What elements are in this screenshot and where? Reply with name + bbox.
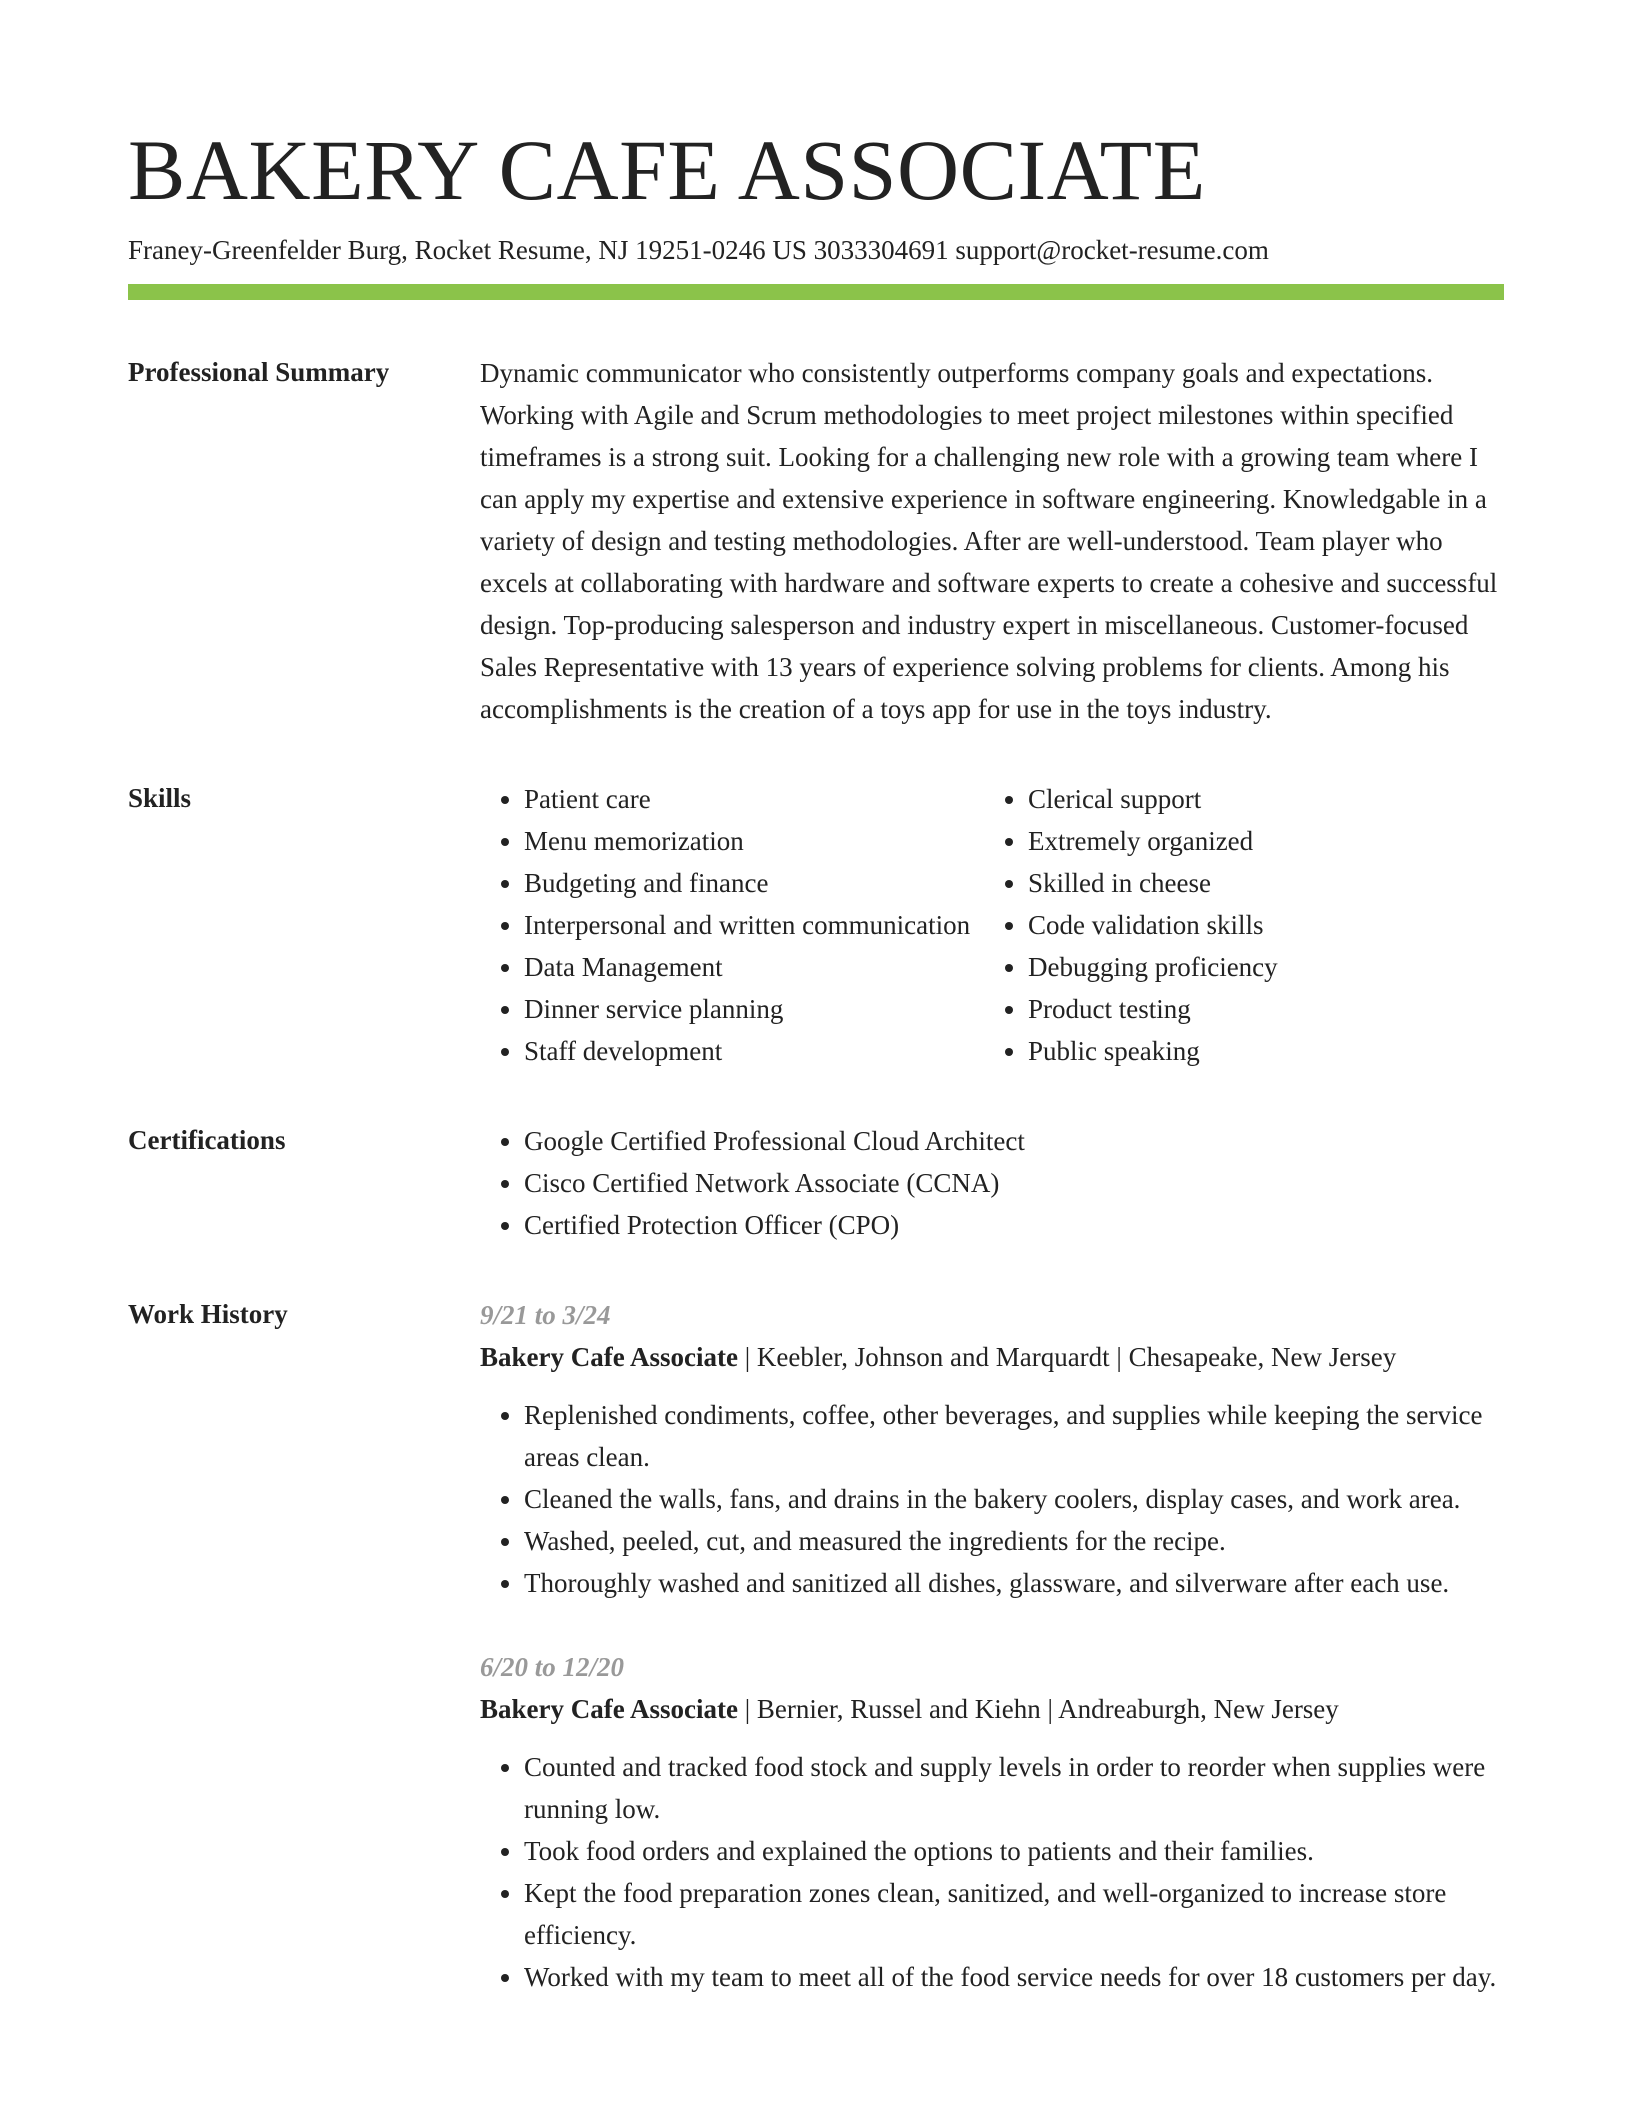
section-label-skills: Skills xyxy=(128,783,192,813)
certifications-section xyxy=(128,1120,1504,1246)
job-heading xyxy=(480,1336,1504,1378)
contact-line: Franey-Greenfelder Burg, Rocket Resume, NJ 19251-0246 US 3033304691 support@rocket-resume.com xyxy=(128,235,1269,265)
job-title: Bakery Cafe Associate xyxy=(480,1694,738,1724)
job-title: Bakery Cafe Associate xyxy=(480,1342,738,1372)
job-details: | Keebler, Johnson and Marquardt | Chesapeake, New Jersey xyxy=(737,1342,1397,1372)
skill-item: • Extremely organized xyxy=(1028,820,1504,862)
job-details: | Bernier, Russel and Kiehn | Andreaburgh, New Jersey xyxy=(737,1694,1339,1724)
skill-item: • Dinner service planning xyxy=(524,988,984,1030)
skill-item: • Skilled in cheese xyxy=(1028,862,1504,904)
section-label-certifications: Certifications xyxy=(128,1125,286,1155)
resume-page xyxy=(128,120,1504,1998)
job-heading xyxy=(480,1688,1504,1730)
work-history-section xyxy=(128,1294,1504,1998)
job-entry xyxy=(480,1646,1504,1998)
job-dates: 6/20 to 12/20 xyxy=(480,1652,625,1682)
job-bullet: • Cleaned the walls, fans, and drains in the bakery coolers, display cases, and work area. xyxy=(524,1478,1504,1520)
skill-item: • Code validation skills xyxy=(1028,904,1504,946)
job-bullet: • Thoroughly washed and sanitized all dishes, glassware, and silverware after each use. xyxy=(524,1562,1504,1604)
skill-item: • Product testing xyxy=(1028,988,1504,1030)
certification-item: • Cisco Certified Network Associate (CCNA) xyxy=(524,1162,1504,1204)
job-bullets xyxy=(480,1746,1504,1998)
certification-item: • Google Certified Professional Cloud Architect xyxy=(524,1120,1504,1162)
summary-section xyxy=(128,352,1504,730)
skill-item: • Public speaking xyxy=(1028,1030,1504,1072)
skills-list-left xyxy=(480,778,984,1072)
job-bullets xyxy=(480,1394,1504,1604)
job-bullet: • Kept the food preparation zones clean, sanitized, and well-organized to increase store efficiency. xyxy=(524,1872,1504,1956)
job-bullet: • Washed, peeled, cut, and measured the ingredients for the recipe. xyxy=(524,1520,1504,1562)
skill-item: • Patient care xyxy=(524,778,984,820)
skill-item: • Budgeting and finance xyxy=(524,862,984,904)
skill-item: • Menu memorization xyxy=(524,820,984,862)
skill-item: • Interpersonal and written communication xyxy=(524,904,984,946)
job-entry xyxy=(480,1294,1504,1604)
job-bullet: • Worked with my team to meet all of the food service needs for over 18 customers per day. xyxy=(524,1956,1504,1998)
skills-list-right xyxy=(984,778,1504,1072)
certification-item: • Certified Protection Officer (CPO) xyxy=(524,1204,1504,1246)
candidate-name: BAKERY CAFE ASSOCIATE xyxy=(128,122,1206,218)
certifications-list xyxy=(480,1120,1504,1246)
job-bullet: • Counted and tracked food stock and supply levels in order to reorder when supplies were running low. xyxy=(524,1746,1504,1830)
job-dates: 9/21 to 3/24 xyxy=(480,1300,611,1330)
skills-section xyxy=(128,778,1504,1072)
skill-item: • Data Management xyxy=(524,946,984,988)
header-divider xyxy=(128,284,1504,300)
section-label-summary: Professional Summary xyxy=(128,357,390,387)
skill-item: • Debugging proficiency xyxy=(1028,946,1504,988)
summary-text: Dynamic communicator who consistently outperforms company goals and expectations. Working with Agile and Scrum methodologies to meet project milestones within specified timeframes is a strong suit. Looking for a challenging new role with a growing team where I can apply my expertise and extensive experience in software engineering. Knowledgable in a variety of design and testing methodologies. After are well-understood. Team player who excels at collaborating with hardware and software experts to create a cohesive and successful design. Top-producing salesperson and industry expert in miscellaneous. Customer-focused Sales Representative with 13 years of experience solving problems for clients. Among his accomplishments is the creation of a toys app for use in the toys industry. xyxy=(480,358,1498,724)
job-bullet: • Took food orders and explained the options to patients and their families. xyxy=(524,1830,1504,1872)
section-label-work-history: Work History xyxy=(128,1299,288,1329)
skill-item: • Staff development xyxy=(524,1030,984,1072)
skill-item: • Clerical support xyxy=(1028,778,1504,820)
job-bullet: • Replenished condiments, coffee, other beverages, and supplies while keeping the service areas clean. xyxy=(524,1394,1504,1478)
